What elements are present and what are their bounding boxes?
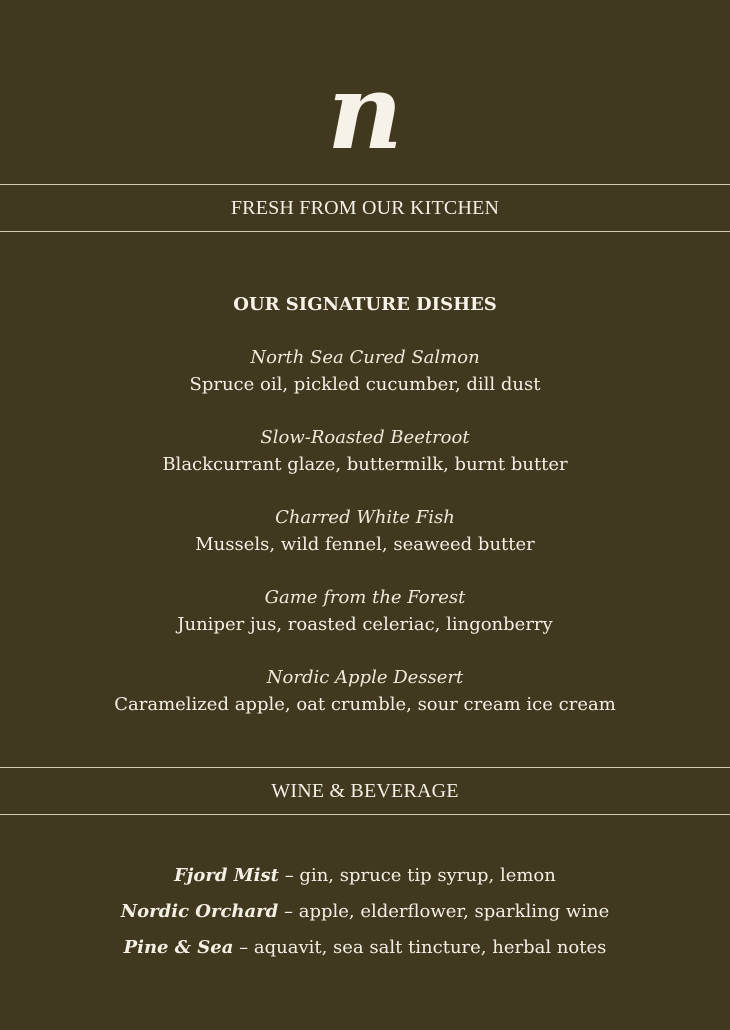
drink-description: aquavit, sea salt tincture, herbal notes bbox=[253, 937, 607, 958]
drink-item bbox=[0, 858, 730, 894]
dish-name: Slow-Roasted Beetroot bbox=[260, 427, 470, 448]
wine-section-label: WINE & BEVERAGE bbox=[271, 780, 459, 802]
wine-section-band bbox=[0, 767, 730, 815]
drink-item bbox=[0, 894, 730, 930]
dish-description: Blackcurrant glaze, buttermilk, burnt butter bbox=[162, 454, 568, 475]
drink-name: Pine & Sea bbox=[123, 937, 234, 958]
drink-separator: – bbox=[233, 937, 254, 958]
dish-description: Juniper jus, roasted celeriac, lingonberry bbox=[177, 614, 553, 635]
dish-name: Game from the Forest bbox=[264, 587, 466, 608]
drink-description: gin, spruce tip syrup, lemon bbox=[299, 865, 556, 886]
dish-description: Mussels, wild fennel, seaweed butter bbox=[195, 534, 535, 555]
dish-name: Nordic Apple Dessert bbox=[266, 667, 464, 688]
drink-item bbox=[0, 930, 730, 966]
dish-name: North Sea Cured Salmon bbox=[250, 347, 480, 368]
logo-monogram: n bbox=[327, 50, 403, 173]
signature-dishes-heading: OUR SIGNATURE DISHES bbox=[233, 294, 497, 315]
drink-name: Nordic Orchard bbox=[120, 901, 279, 922]
kitchen-section-label: FRESH FROM OUR KITCHEN bbox=[230, 197, 500, 219]
drink-list bbox=[0, 858, 730, 966]
dish-item bbox=[0, 344, 730, 424]
kitchen-section-band bbox=[0, 184, 730, 232]
dish-name: Charred White Fish bbox=[275, 507, 455, 528]
dish-list bbox=[0, 344, 730, 744]
dish-item bbox=[0, 664, 730, 744]
dish-item bbox=[0, 584, 730, 664]
dish-description: Caramelized apple, oat crumble, sour cream ice cream bbox=[114, 694, 616, 715]
dish-description: Spruce oil, pickled cucumber, dill dust bbox=[189, 374, 541, 395]
dish-item bbox=[0, 424, 730, 504]
drink-separator: – bbox=[278, 901, 299, 922]
drink-name: Fjord Mist bbox=[174, 865, 279, 886]
dish-item bbox=[0, 504, 730, 584]
drink-description: apple, elderflower, sparkling wine bbox=[298, 901, 610, 922]
drink-separator: – bbox=[278, 865, 300, 886]
